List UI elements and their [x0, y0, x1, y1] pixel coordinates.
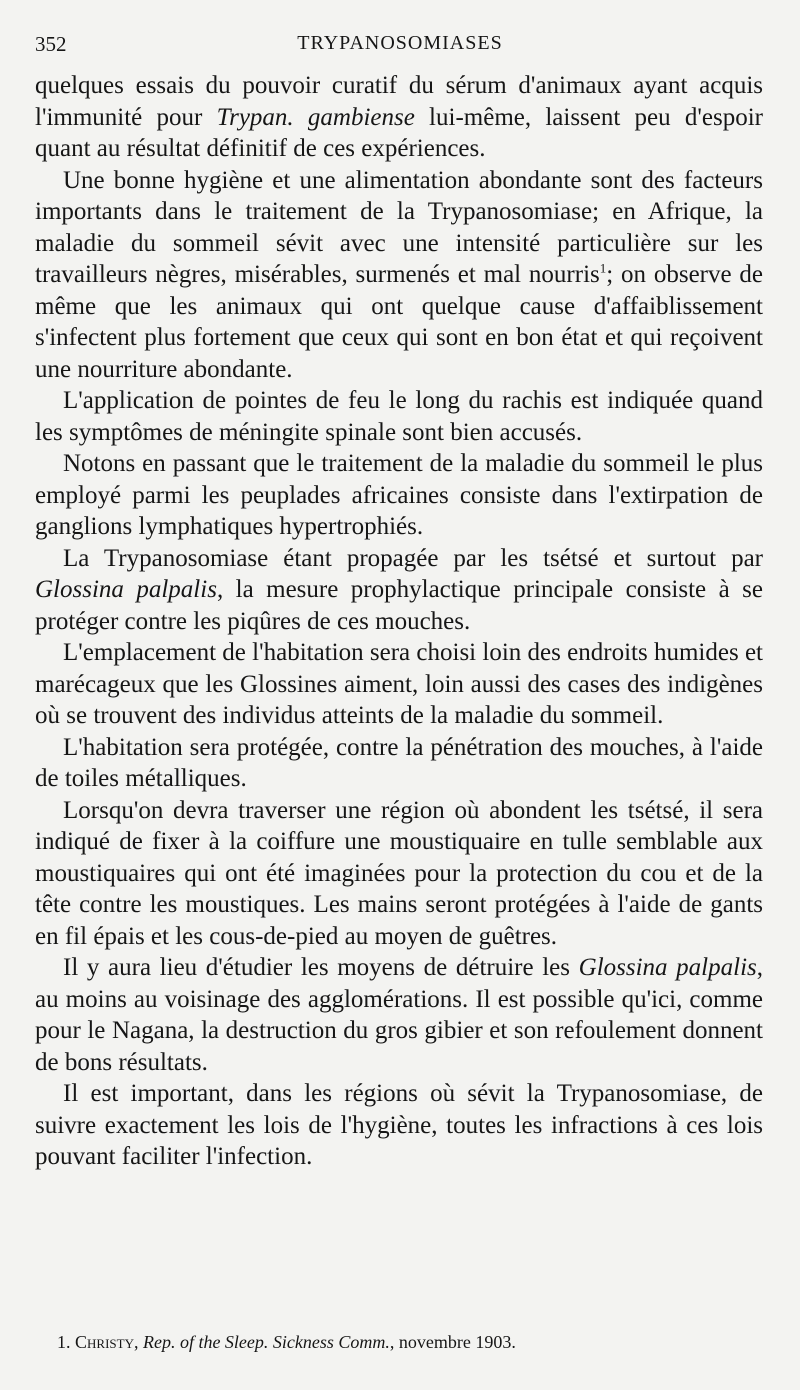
paragraph [35, 637, 763, 732]
text-run: L'application de pointes de feu le long du rachis est indiquée quand les symptômes de méningite spinale sont bien accusés. [35, 387, 763, 446]
paragraph [35, 165, 763, 386]
text-run: Il est important, dans les régions où sévit la Trypanosomiase, de suivre exactement les lois de l'hygiène, toutes les infractions à ces lois pouvant faciliter l'infection. [35, 1080, 763, 1170]
text-run: Il y aura lieu d'étudier les moyens de détruire les [63, 954, 579, 981]
italic-term: Glossina palpalis [35, 576, 217, 603]
text-run: L'emplacement de l'habitation sera choisi loin des endroits humides et marécageux que les Glossines aiment, loin aussi des cases des indigènes où se trouvent des individus atteints de la maladie du sommeil. [35, 639, 763, 729]
footnote-date: , novembre 1903. [389, 1332, 516, 1352]
text-run: lui-même, laissent peu d'espoir quant au résultat définitif de ces expériences. [35, 103, 763, 162]
paragraph [35, 1078, 763, 1173]
page-number: 352 [35, 32, 67, 56]
paragraph [35, 385, 763, 448]
text-run: quelques essais du pouvoir curatif du sérum d'animaux ayant acquis l'immunité pour [35, 72, 763, 131]
body-text [35, 70, 763, 1173]
paragraph [35, 70, 763, 165]
paragraph [35, 952, 763, 1078]
footnote-ref: 1 [599, 260, 607, 276]
footnote-number: 1. [57, 1332, 71, 1352]
text-run: L'habitation sera protégée, contre la pénétration des mouches, à l'aide de toiles métalliques. [35, 733, 763, 792]
paragraph [35, 732, 763, 795]
text-run: Notons en passant que le traitement de la maladie du sommeil le plus employé parmi les peuplades africaines consiste dans l'extirpation de ganglions lymphatiques hypertrophiés. [35, 450, 763, 540]
italic-term: Glossina palpalis [578, 954, 757, 981]
text-run: Une bonne hygiène et une alimentation abondante sont des facteurs importants dans le traitement de la Trypanosomiase; en Afrique, la maladie du sommeil sévit avec une intensité particulière sur les travailleurs nègres, misérables, surmenés et mal nourris [35, 166, 763, 288]
italic-term: Trypan. gambiense [216, 103, 415, 131]
page-header [35, 32, 765, 62]
text-run: ; on observe de même que les animaux qui ont quelque cause d'affaiblissement s'infectent plus fortement que ceux qui sont en bon état et qui reçoivent une nourriture abondante. [35, 261, 763, 383]
text-run: La Trypanosomiase étant propagée par les tsétsé et surtout par [63, 544, 763, 572]
running-title: TRYPANOSOMIASES [297, 32, 503, 54]
footnote-source: Rep. of the Sleep. Sickness Comm. [142, 1332, 390, 1352]
text-run: , la mesure prophylactique principale consiste à se protéger contre les piqûres de ces mouches. [35, 576, 763, 635]
text-run: , au moins au voisinage des agglomérations. Il est possible qu'ici, comme pour le Nagana, la destruction du gros gibier et son refoulement donnent de bons résultats. [35, 954, 763, 1076]
footnote: 1. Christy, Rep. of the Sleep. Sickness Comm., novembre 1903. [57, 1332, 516, 1352]
paragraph [35, 448, 763, 543]
paragraph [35, 543, 763, 638]
paragraph [35, 795, 763, 953]
footnote-author: Christy [75, 1332, 134, 1352]
text-run: Lorsqu'on devra traverser une région où abondent les tsétsé, il sera indiqué de fixer à la coiffure une moustiquaire en tulle semblable aux moustiquaires qui ont été imaginées pour la protection du cou et de la tête contre les moustiques. Les mains seront protégées à l'aide de gants en fil épais et les cous-de-pied au moyen de guêtres. [35, 796, 763, 950]
